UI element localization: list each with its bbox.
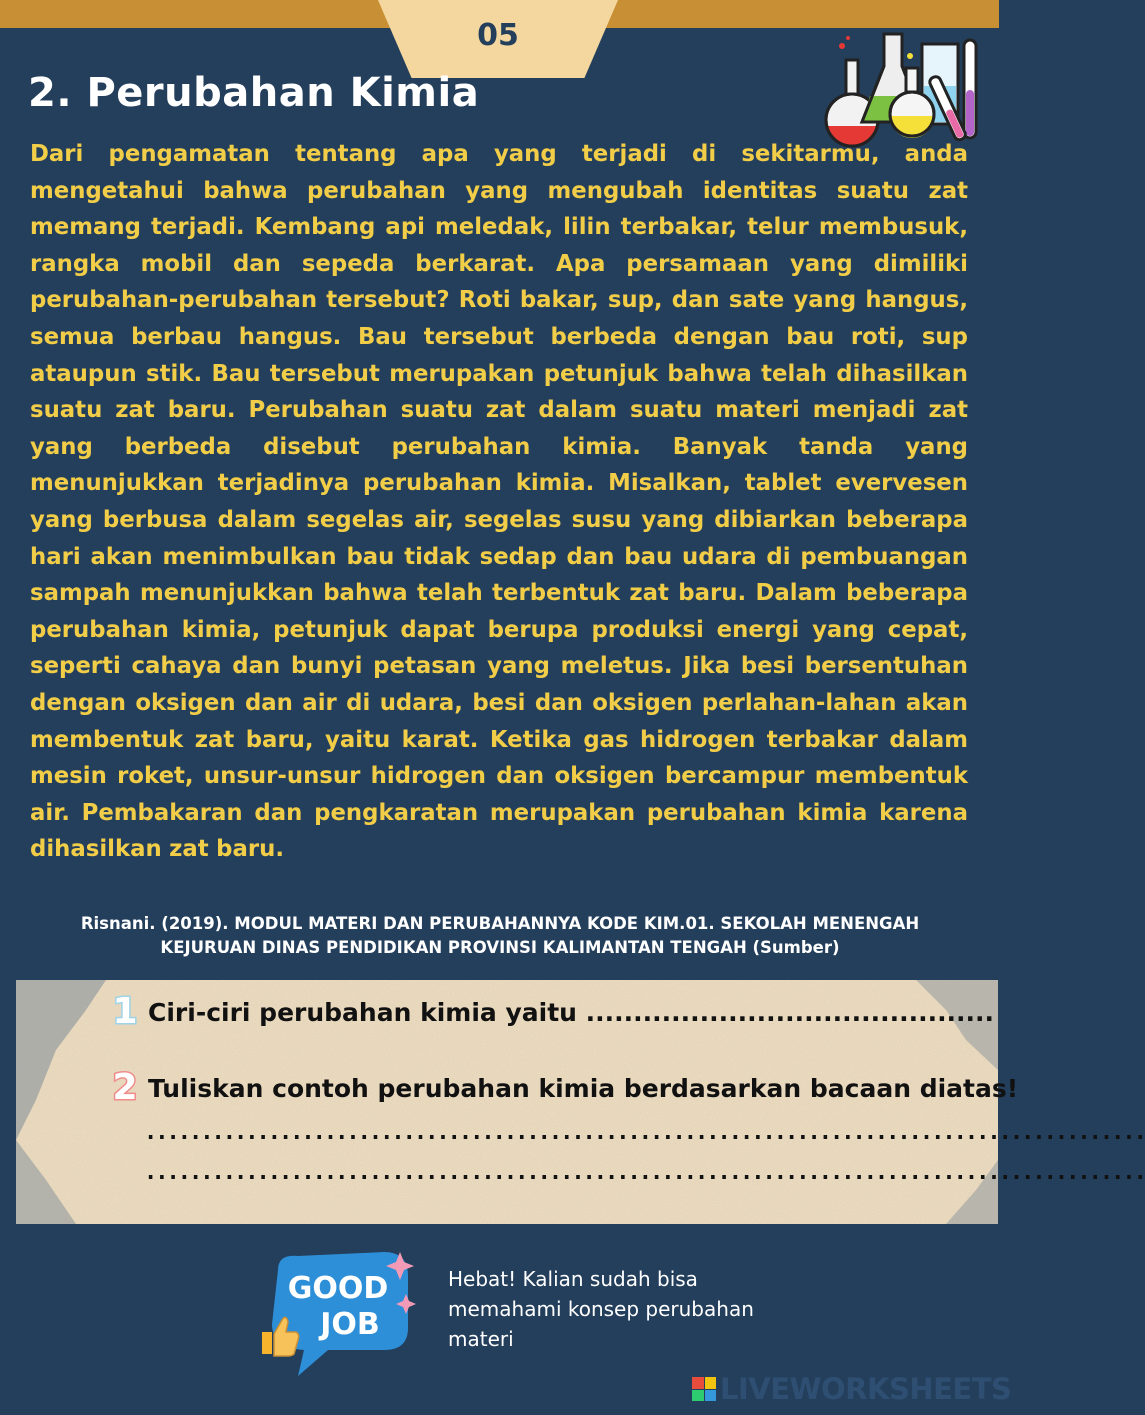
liveworksheets-logo-icon: [692, 1377, 716, 1401]
question-panel: [16, 980, 1145, 1224]
citation-line-2: KEJURUAN DINAS PENDIDIKAN PROVINSI KALIMANTAN TENGAH (Sumber): [160, 938, 840, 957]
question-1: [108, 990, 994, 1034]
praise-message: Hebat! Kalian sudah bisa memahami konsep perubahan materi: [448, 1267, 754, 1351]
badge-line-2: JOB: [320, 1307, 380, 1342]
citation-line-1: Risnani. (2019). MODUL MATERI DAN PERUBAHANNYA KODE KIM.01. SEKOLAH MENENGAH: [80, 914, 920, 933]
answer-line-2[interactable]: .........................................................................................: [144, 1160, 1145, 1185]
reading-paragraph: Dari pengamatan tentang apa yang terjadi di sekitarmu, anda mengetahui bahwa perubahan yang mengubah identitas suatu zat memang terjadi. Kembang api meledak, lilin terbakar, telur membusuk, rangka mobil dan sepeda berkarat. Apa persamaan yang dimiliki perubahan-perubahan tersebut? Roti bakar, sup, dan sate yang hangus, semua berbau hangus. Bau tersebut berbeda dengan bau roti, sup ataupun stik. Bau tersebut merupakan petunjuk bahwa telah dihasilkan suatu zat baru. Perubahan suatu zat dalam suatu materi menjadi zat yang berbeda disebut perubahan kimia. Banyak tanda yang menunjukkan terjadinya perubahan kimia. Misalkan, tablet evervesen yang berbusa dalam segelas air, segelas susu yang dibiarkan beberapa hari akan menimbulkan bau tidak sedap dan bau udara di pembuangan sampah menunjukkan bahwa telah terbentuk zat baru. Dalam beberapa perubahan kimia, petunjuk dapat berupa produksi energi yang cepat, seperti cahaya dan bunyi petasan yang meletus. Jika besi bersentuhan dengan oksigen dan air di udara, besi dan oksigen perlahan-lahan akan membentuk zat baru, yaitu karat. Ketika gas hidrogen terbakar dalam mesin roket, unsur-unsur hidrogen dan oksigen bercampur membentuk air. Pembakaran dan pengkaratan merupakan perubahan kimia karena dihasilkan zat baru.: [30, 141, 968, 863]
good-job-badge-icon: [258, 1250, 418, 1380]
source-citation: [60, 912, 940, 960]
section-title: 2. Perubahan Kimia: [28, 70, 480, 116]
question-2: [108, 1066, 1018, 1110]
chemistry-glassware-icon: [818, 26, 996, 148]
question-2-number: 2: [112, 1067, 138, 1108]
question-1-number: 1: [112, 991, 138, 1032]
answer-line-1[interactable]: .........................................................................................: [144, 1120, 1145, 1145]
liveworksheets-brand[interactable]: [692, 1372, 1011, 1406]
page-number: 05: [477, 18, 519, 53]
number-2-icon: [108, 1066, 142, 1110]
badge-line-1: GOOD: [287, 1271, 389, 1306]
question-1-text[interactable]: Ciri-ciri perubahan kimia yaitu ...........................................: [148, 997, 995, 1027]
question-2-text: Tuliskan contoh perubahan kimia berdasarkan bacaan diatas!: [148, 1073, 1019, 1103]
number-1-icon: [108, 990, 142, 1034]
brand-name: LIVEWORKSHEETS: [720, 1372, 1012, 1406]
